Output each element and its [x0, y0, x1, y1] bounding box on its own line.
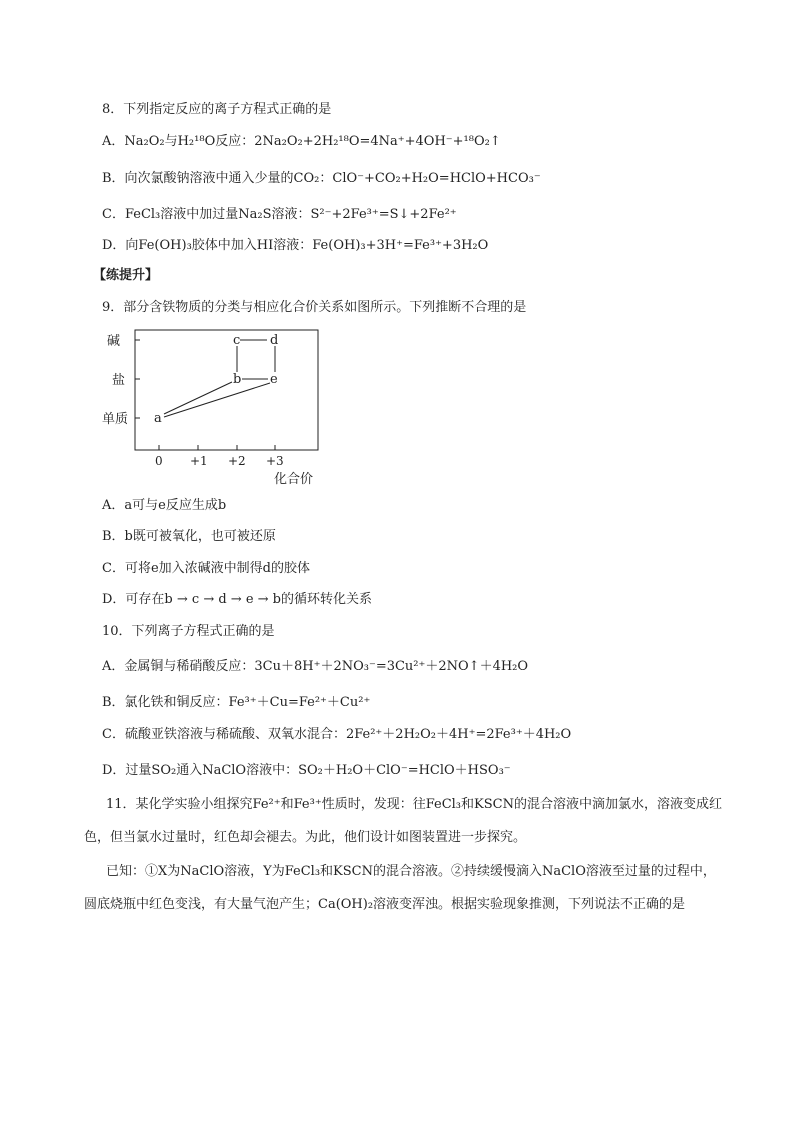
y-label-base: 碱: [107, 334, 121, 349]
diagram-frame: [135, 330, 318, 450]
x-label-0: 0: [155, 454, 163, 468]
q11-paragraph-1: 11．某化学实验小组探究Fe²⁺和Fe³⁺性质时，发现：往FeCl₃和KSCN的混合溶液中滴加氯水，溶液变成红色，但当氯水过量时，红色却会褪去。为此，他们设计如图装置进一步探究。: [84, 797, 722, 845]
x-label-2: +2: [228, 454, 246, 468]
q9-option-c: C．可将e加入浓碱液中制得d的胶体: [102, 561, 310, 576]
q9-stem: 9．部分含铁物质的分类与相应化合价关系如图所示。下列推断不合理的是: [102, 300, 527, 315]
q8-option-a: A．Na₂O₂与H₂¹⁸O反应：2Na₂O₂+2H₂¹⁸O=4Na⁺+4OH⁻+¹⁸O₂↑: [102, 134, 501, 149]
point-d: d: [270, 333, 279, 348]
q9-option-d: D．可存在b → c → d → e → b的循环转化关系: [102, 592, 372, 607]
point-b: b: [233, 372, 242, 387]
point-e: e: [270, 372, 278, 387]
x-axis-title: 化合价: [274, 472, 314, 487]
point-c: c: [233, 333, 241, 348]
iron-valence-diagram: [102, 328, 342, 498]
q11-paragraph-2: 已知：①X为NaClO溶液，Y为FeCl₃和KSCN的混合溶液。②持续缓慢滴入NaClO溶液至过量的过程中，圆底烧瓶中红色变浅，有大量气泡产生；Ca(OH)₂溶液变浑浊。根据实验现象推测，下列说法不正确的是: [84, 864, 716, 912]
point-a: a: [154, 411, 162, 426]
q10-stem: 10．下列离子方程式正确的是: [102, 624, 275, 639]
q8-option-c: C．FeCl₃溶液中加过量Na₂S溶液：S²⁻+2Fe³⁺=S↓+2Fe²⁺: [102, 207, 457, 222]
edge-a-e: [164, 383, 270, 417]
y-label-element: 单质: [102, 412, 129, 427]
q8-stem: 8．下列指定反应的离子方程式正确的是: [102, 102, 332, 117]
q8-option-d: D．向Fe(OH)₃胶体中加入HI溶液：Fe(OH)₃+3H⁺=Fe³⁺+3H₂O: [102, 238, 489, 253]
q9-option-a: A．a可与e反应生成b: [102, 498, 227, 513]
q8-option-b: B．向次氯酸钠溶液中通入少量的CO₂：ClO⁻+CO₂+H₂O=HClO+HCO₃⁻: [102, 171, 541, 186]
q9-option-b: B．b既可被氧化，也可被还原: [102, 529, 276, 544]
q10-option-b: B．氯化铁和铜反应：Fe³⁺＋Cu=Fe²⁺＋Cu²⁺: [102, 695, 371, 710]
q10-option-c: C．硫酸亚铁溶液与稀硫酸、双氧水混合：2Fe²⁺＋2H₂O₂＋4H⁺=2Fe³⁺＋4H₂O: [102, 727, 572, 742]
section-heading: 【练提升】: [93, 268, 159, 283]
y-label-salt: 盐: [112, 373, 126, 388]
q10-option-d: D．过量SO₂通入NaClO溶液中：SO₂＋H₂O＋ClO⁻=HClO＋HSO₃⁻: [102, 763, 511, 778]
q10-option-a: A．金属铜与稀硝酸反应：3Cu＋8H⁺＋2NO₃⁻=3Cu²⁺＋2NO↑＋4H₂O: [102, 659, 529, 674]
x-label-1: +1: [190, 454, 208, 468]
x-label-3: +3: [266, 454, 284, 468]
